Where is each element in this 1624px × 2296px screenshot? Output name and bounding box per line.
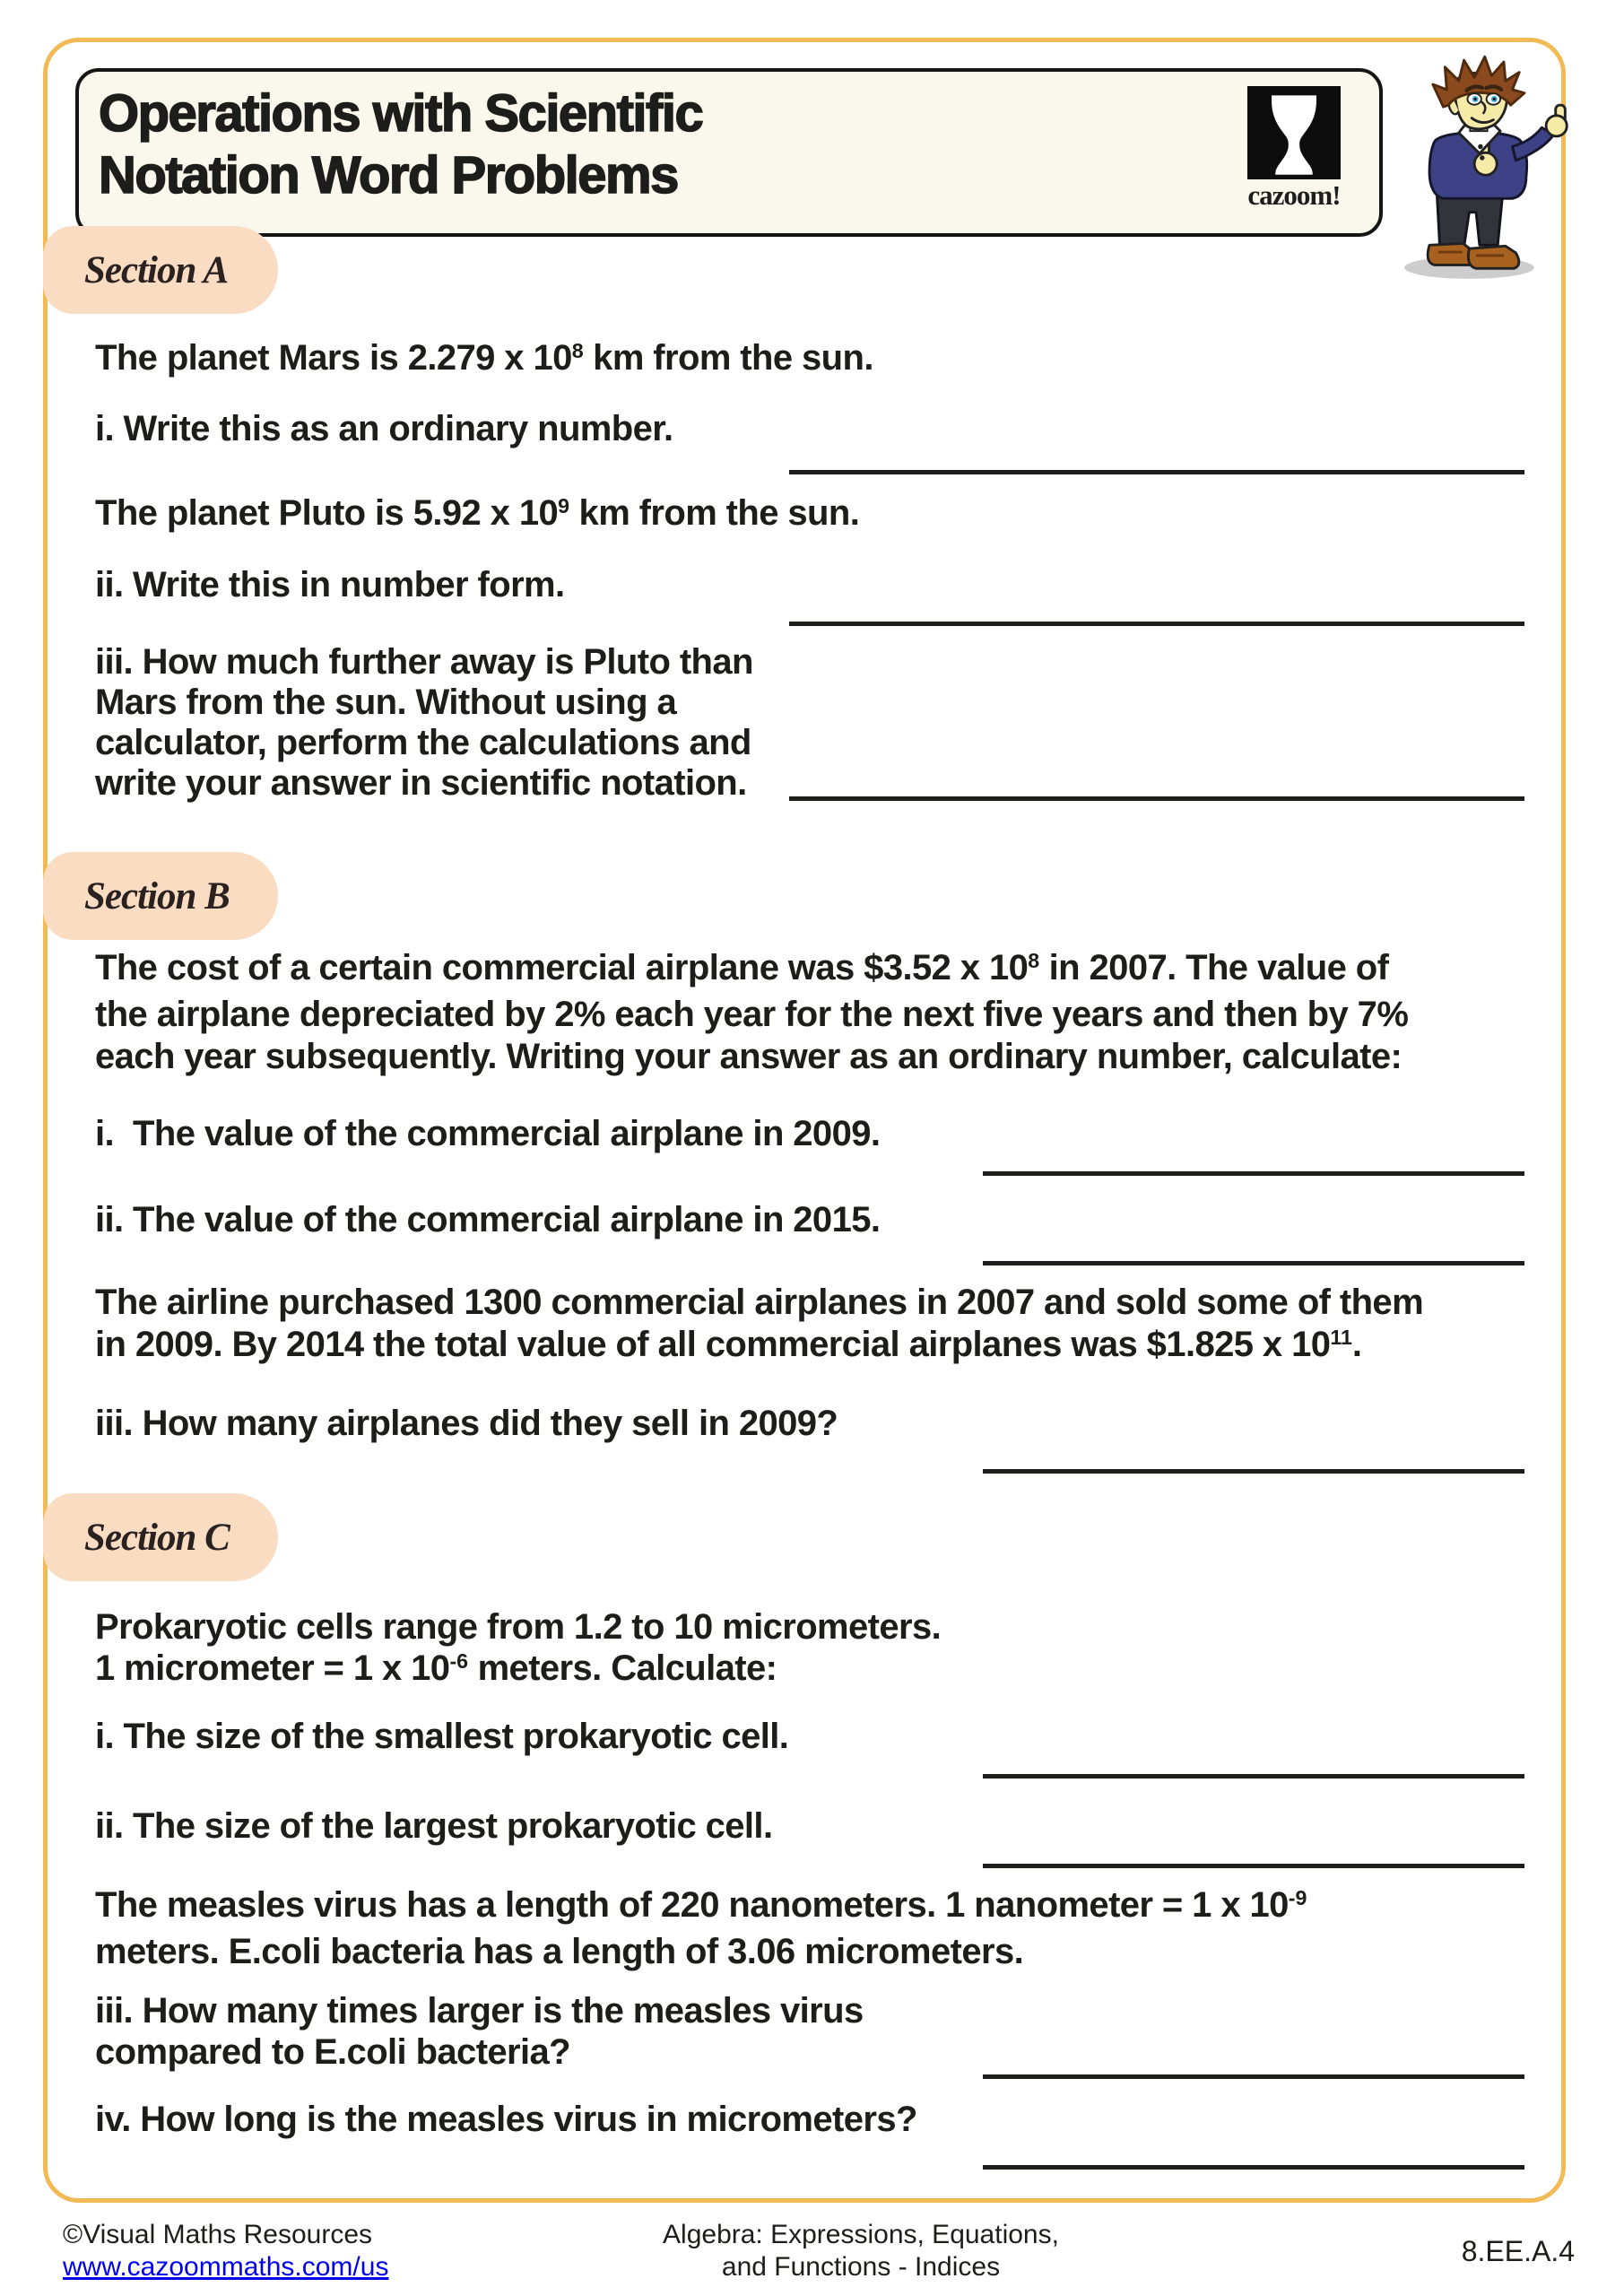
cazoom-logo (1239, 86, 1349, 212)
section-c-tag (43, 1493, 278, 1581)
section-c-label: Section C (84, 1516, 230, 1559)
answer-line-c-i (983, 1774, 1524, 1779)
answer-line-b-ii (983, 1261, 1524, 1265)
topic-line-1: Algebra: Expressions, Equations, (663, 2220, 1059, 2249)
answer-line-b-i (983, 1171, 1524, 1176)
answer-line-c-iii (983, 2074, 1524, 2079)
statement-measles-virus: The measles virus has a length of 220 nanometers. 1 nanometer = 1 x $10^{-9}$ meters. E.coli bacteria has a length of 3.06 micrometers. (95, 1885, 1307, 1971)
section-a-tag (43, 226, 278, 314)
question-b-iii: iii. How many airplanes did they sell in 2009? (95, 1404, 838, 1443)
footer-topic (583, 2219, 1139, 2283)
question-a-ii: ii. Write this in number form. (95, 565, 565, 604)
statement-pluto-distance: The planet Pluto is 5.92 x $10^9$ km from the sun. (95, 493, 860, 533)
page-title-line-2: Notation Word Problems (99, 146, 678, 204)
question-c-ii: ii. The size of the largest prokaryotic cell. (95, 1806, 773, 1846)
website-link[interactable]: www.cazoommaths.com/us (63, 2252, 389, 2282)
copyright-text: ©Visual Maths Resources (63, 2220, 373, 2249)
section-a-label: Section A (84, 248, 229, 291)
question-b-ii: ii. The value of the commercial airplane in 2015. (95, 1200, 881, 1239)
question-a-iii: iii. How much further away is Pluto than Mars from the sun. Without using a calculator, perform the calculations and write your answer in scientific notation. (95, 642, 753, 803)
answer-line-a-i (789, 470, 1524, 474)
standard-code: 8.EE.A.4 (1461, 2235, 1575, 2267)
statement-prokaryotic-cells: Prokaryotic cells range from 1.2 to 10 micrometers. 1 micrometer = 1 x $10^{-6}$ meters. Calculate: (95, 1607, 942, 1688)
question-c-iii: iii. How many times larger is the measles virus compared to E.coli bacteria? (95, 1991, 864, 2072)
question-c-i: i. The size of the smallest prokaryotic cell. (95, 1717, 789, 1756)
mascot-boy-thumbs-up-icon (1383, 54, 1573, 285)
logo-wordmark: cazoom! (1247, 179, 1341, 211)
statement-mars-distance: The planet Mars is 2.279 x $10^8$ km from the sun. (95, 338, 873, 378)
topic-line-2: and Functions - Indices (721, 2252, 1001, 2282)
statement-airline-purchase: The airline purchased 1300 commercial airplanes in 2007 and sold some of them in 2009. By 2014 the total value of all commercial airplanes was $1.825 x $10^{11}$. (95, 1283, 1424, 1364)
answer-line-a-ii (789, 622, 1524, 626)
section-b-label: Section B (84, 874, 230, 918)
answer-line-b-iii (983, 1469, 1524, 1474)
footer-left (63, 2219, 388, 2283)
question-b-i: i. The value of the commercial airplane in 2009. (95, 1114, 881, 1153)
statement-airplane-cost: The cost of a certain commercial airplane was $3.52 x $10^8$ in 2007. The value of the airplane depreciated by 2% each year for the next five years and then by 7% each year subsequently. Writing your answer as an ordinary number, calculate: (95, 948, 1409, 1076)
answer-line-a-iii (789, 796, 1524, 801)
question-a-i: i. Write this as an ordinary number. (95, 409, 673, 448)
title-box (75, 68, 1383, 237)
section-b-tag (43, 852, 278, 940)
goblet-hourglass-icon (1247, 86, 1341, 179)
page-title-line-1: Operations with Scientific (99, 84, 703, 143)
question-c-iv: iv. How long is the measles virus in micrometers? (95, 2100, 917, 2139)
answer-line-c-ii (983, 1864, 1524, 1868)
answer-line-c-iv (983, 2165, 1524, 2170)
page-title (99, 83, 702, 206)
